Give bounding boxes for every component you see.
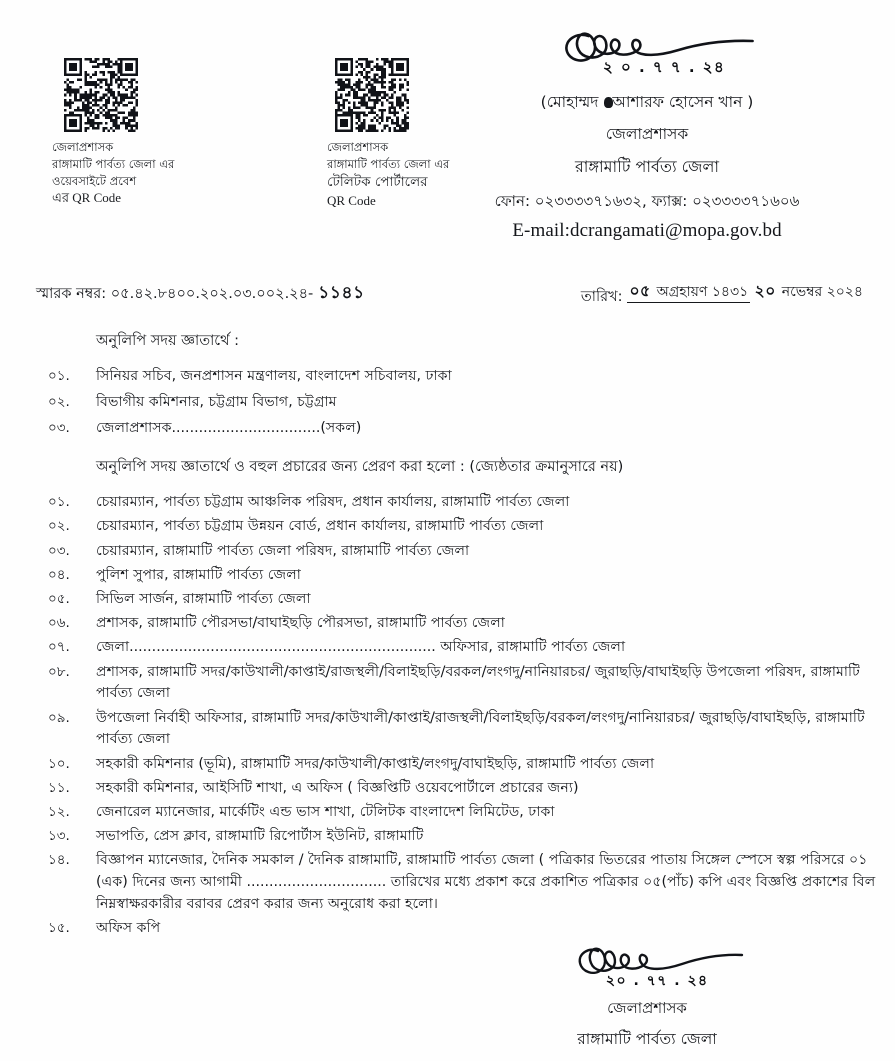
- list-item-text: চেয়ারম্যান, পার্বত্য চট্টগ্রাম উন্নয়ন বোর্ড, প্রধান কার্যালয়, রাঙ্গামাটি পার্বত্য জেলা: [96, 518, 544, 535]
- list-item-number: ০২.: [48, 394, 70, 411]
- document-header: [0, 0, 895, 258]
- list-item-number: ১৪.: [48, 852, 70, 869]
- memo-date-bengali-month-year: অগ্রহায়ণ ১৪৩১: [656, 284, 749, 300]
- officer-role: জেলাপ্রশাসক: [607, 999, 687, 1017]
- list-item-number: ১০.: [48, 755, 70, 772]
- officer-email: E-mail:dcrangamati@mopa.gov.bd: [512, 220, 782, 241]
- list-item: [0, 637, 895, 659]
- list-item: [0, 802, 895, 824]
- list-item-number: ০৫.: [48, 591, 70, 608]
- list-item-text: বিভাগীয় কমিশনার, চট্টগ্রাম বিভাগ, চট্টগ্রাম: [96, 394, 337, 411]
- list-item-text: সহকারী কমিশনার (ভূমি), রাঙ্গামাটি সদর/কাউখালী/কাপ্তাই/লংগদু/বাঘাইছড়ি, রাঙ্গামাটি পার্বত্য জেলা: [96, 755, 655, 772]
- list-item-number: ০৮.: [48, 663, 70, 680]
- signature-area: [437, 26, 857, 88]
- list-item: [0, 492, 895, 514]
- memo-number-handwritten: ১১৪১: [318, 283, 365, 303]
- memo-date-gregorian-month-year: নভেম্বর ২০২৪: [781, 284, 863, 300]
- section-heading-distribution: অনুলিপি সদয় জ্ঞাতার্থে ও বহুল প্রচারের জন্য প্রেরণ করা হলো : (জ্যেষ্ঠতার ক্রমানুসারে নয়): [96, 459, 624, 476]
- officer-name: [437, 90, 857, 116]
- list-item-text: সভাপতি, প্রেস ক্লাব, রাঙ্গামাটি রিপোর্টাস ইউনিট, রাঙ্গামাটি: [96, 828, 424, 845]
- qr-code-group: [52, 58, 492, 211]
- officer-phone-fax: ফোন: ০২৩৩৩৩৭১৬৩২, ফ্যাক্স: ০২৩৩৩৩৭১৬০৬: [494, 192, 800, 210]
- list-item-number: ১৩.: [48, 828, 70, 845]
- list-item-number: ০৭.: [48, 639, 70, 656]
- memo-date-gregorian: [755, 282, 863, 300]
- officer-name-suffix: আশারফ হোসেন খান ): [612, 93, 754, 111]
- qr-caption-last: এর QR Code: [52, 190, 122, 206]
- list-item: [0, 708, 895, 751]
- list-item-number: ০৩.: [48, 420, 70, 437]
- list-item: [0, 662, 895, 705]
- list-item-text: পুলিশ সুপার, রাঙ্গামাটি পার্বত্য জেলা: [96, 566, 301, 583]
- list-item-text: চেয়ারম্যান, রাঙ্গামাটি পার্বত্য জেলা পরিষদ, রাঙ্গামাটি পার্বত্য জেলা: [96, 542, 470, 559]
- header-signature-block: [437, 26, 857, 242]
- signature-date: ২ ০ . ৭ ৭ . ২৪: [602, 58, 726, 76]
- qr-caption-line: রাঙ্গামাটি পার্বত্য জেলা এর: [52, 156, 175, 171]
- qr-caption-last: QR Code: [327, 193, 376, 209]
- list-item-text: সিনিয়র সচিব, জনপ্রশাসন মন্ত্রণালয়, বাংলাদেশ সচিবালয়, ঢাকা: [96, 368, 452, 384]
- list-item-number: ১১.: [48, 779, 70, 796]
- list-item-text: সিভিল সার্জন, রাঙ্গামাটি পার্বত্য জেলা: [96, 591, 311, 608]
- list-item: [0, 589, 895, 611]
- qr-code-icon: [335, 58, 409, 132]
- recipient-list-distribution: [0, 492, 895, 940]
- memo-date: [581, 274, 863, 310]
- list-item-number: ০৬.: [48, 615, 70, 632]
- memo-date-stack: [627, 279, 863, 305]
- memo-date-bengali-day: ০৫: [629, 282, 651, 300]
- list-item: [0, 754, 895, 776]
- list-item: [0, 778, 895, 800]
- memo-number-label: স্মারক নম্বর:: [36, 286, 107, 302]
- officer-name-prefix: (মোহাম্মদ: [540, 93, 604, 111]
- list-item-number: ০১.: [48, 368, 70, 384]
- officer-district: রাঙ্গামাটি পার্বত্য জেলা: [574, 157, 720, 176]
- qr-caption-line-emphasis: টেলিটক পোর্টালের: [327, 173, 428, 190]
- memo-date-gregorian-day: ২০: [754, 282, 776, 300]
- list-item-number: ০১.: [48, 494, 70, 511]
- list-item-number: ০৪.: [48, 566, 70, 583]
- list-item: [0, 613, 895, 635]
- qr-caption-website: [52, 139, 217, 208]
- qr-caption-line: রাঙ্গামাটি পার্বত্য জেলা এর: [327, 156, 450, 171]
- list-item-text: জেলাপ্রশাসক.................................(সকল): [96, 420, 362, 437]
- list-item: [0, 565, 895, 587]
- memo-number: [36, 280, 365, 308]
- memo-date-bengali: [627, 284, 750, 303]
- list-item-text: উপজেলা নির্বাহী অফিসার, রাঙ্গামাটি সদর/কাউখালী/কাপ্তাই/রাজস্থলী/বিলাইছড়ি/বরকল/লংগদু/নানিয়ারচর/ জুরাছড়ি/বাঘাইছড়ি, রাঙ্গামাটি পার্বত্য জেলা: [96, 709, 865, 748]
- qr-caption-line: ওয়েবসাইটে প্রবেশ: [52, 173, 137, 188]
- list-item-number: ০৩.: [48, 542, 70, 559]
- list-item-text: বিজ্ঞাপন ম্যানেজার, দৈনিক সমকাল / দৈনিক রাঙ্গামাটি, রাঙ্গামাটি পার্বত্য জেলা ( পত্রিকার ভিতরের পাতায় সিঙ্গেল স্পেসে স্বল্প পরিসরে ০১ (এক) দিনের জন্য আগামী ............................... তারিখের মধ্যে প্রকাশ করে প্রকাশিত পত্রিকার ০৫(পাঁচ) কপি এবং বিজ্ঞপ্তি প্রকাশের বিল নিম্নস্বাক্ষরকারীর বরাবর প্রেরণ করার জন্য অনুরোধ করা হলো।: [96, 852, 876, 912]
- recipient-list-primary: [0, 366, 895, 440]
- list-item-number: ১২.: [48, 804, 70, 820]
- list-item: [0, 918, 895, 940]
- qr-block-website: [52, 58, 217, 211]
- list-item: [0, 826, 895, 848]
- document-body: [0, 330, 895, 942]
- section-heading-copies: অনুলিপি সদয় জ্ঞাতার্থে :: [96, 333, 239, 349]
- signature-date: ২০ . ৭৭ . ২৪: [605, 973, 709, 989]
- list-item: [0, 392, 895, 414]
- qr-caption-line: জেলাপ্রশাসক: [52, 140, 114, 154]
- list-item-number: ১৫.: [48, 920, 70, 937]
- list-item-text: জেনারেল ম্যানেজার, মার্কেটিং এন্ড ভাস শাখা, টেলিটক বাংলাদেশ লিমিটেড, ঢাকা: [96, 804, 555, 820]
- qr-code-icon: [64, 58, 138, 132]
- list-item: [0, 418, 895, 440]
- signature-area: [507, 941, 787, 997]
- officer-district: রাঙ্গামাটি পার্বত্য জেলা: [577, 1030, 717, 1048]
- memo-number-date-row: [0, 278, 895, 328]
- officer-role: জেলাপ্রশাসক: [605, 125, 689, 143]
- list-item: [0, 516, 895, 538]
- list-item-text: জেলা.................................................................... অফিসার, রাঙ্গামাটি পার্বত্য জেলা: [96, 639, 626, 656]
- memo-number-value: ০৫.৪২.৮৪০০.২০২.০৩.০০২.২৪-: [110, 286, 314, 302]
- list-item: [0, 541, 895, 563]
- list-item-number: ০৯.: [48, 709, 70, 726]
- list-item-number: ০২.: [48, 518, 70, 535]
- footer-signature-block: [507, 941, 787, 1053]
- list-item-text: চেয়ারম্যান, পার্বত্য চট্টগ্রাম আঞ্চলিক পরিষদ, প্রধান কার্যালয়, রাঙ্গামাটি পার্বত্য জেলা: [96, 494, 570, 511]
- list-item-text: প্রশাসক, রাঙ্গামাটি সদর/কাউখালী/কাপ্তাই/রাজস্থলী/বিলাইছড়ি/বরকল/লংগদু/নানিয়ারচর/ জুরাছড়ি/বাঘাইছড়ি উপজেলা পরিষদ, রাঙ্গামাটি পার্বত্য জেলা: [96, 663, 860, 702]
- list-item-text: সহকারী কমিশনার, আইসিটি শাখা, এ অফিস ( বিজ্ঞপ্তিটি ওয়েবপোর্টালে প্রচারের জন্য): [96, 779, 579, 796]
- list-item-text: প্রশাসক, রাঙ্গামাটি পৌরসভা/বাঘাইছড়ি পৌরসভা, রাঙ্গামাটি পার্বত্য জেলা: [96, 615, 505, 632]
- qr-caption-line: জেলাপ্রশাসক: [327, 140, 389, 154]
- memo-date-label: তারিখ:: [580, 289, 623, 305]
- list-item: [0, 850, 895, 915]
- list-item: [0, 366, 895, 388]
- list-item-text: অফিস কপি: [96, 920, 161, 937]
